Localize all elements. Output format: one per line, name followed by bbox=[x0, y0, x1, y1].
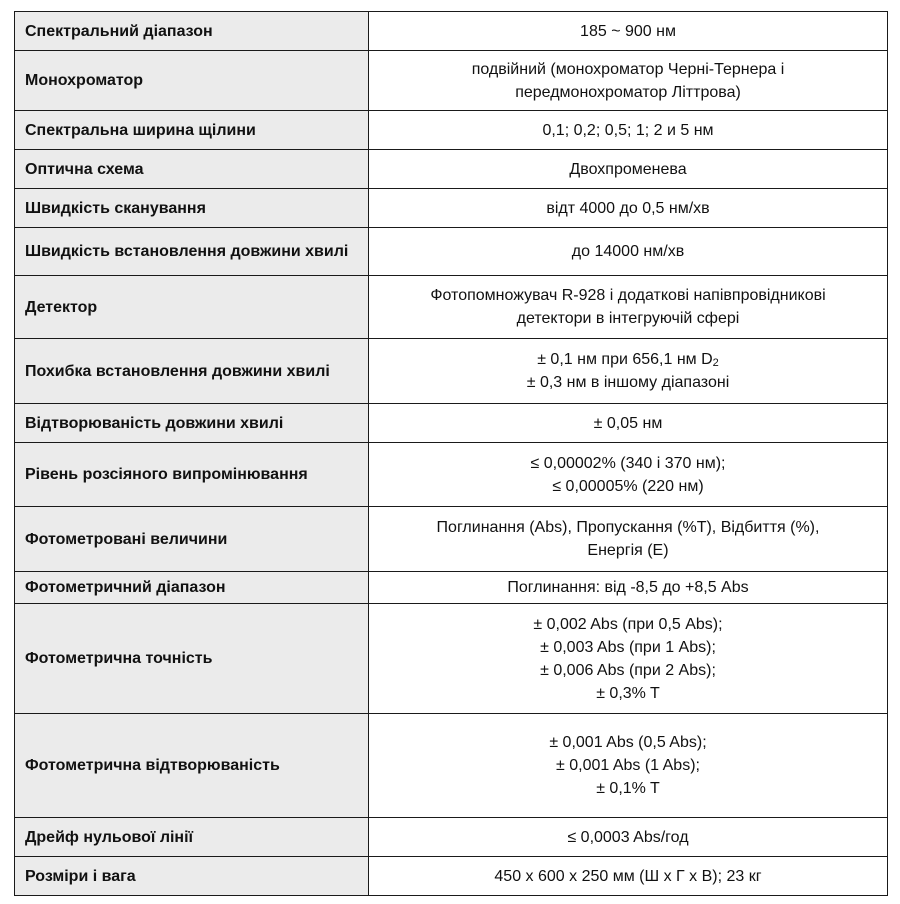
spec-label: Спектральна ширина щілини bbox=[15, 111, 369, 150]
spec-table-body bbox=[15, 12, 888, 896]
spec-value bbox=[369, 339, 888, 404]
spec-value-line: відт 4000 до 0,5 нм/хв bbox=[546, 199, 710, 217]
spec-value-line: ≤ 0,00002% (340 і 370 нм); bbox=[530, 454, 726, 472]
spec-value-line: ± 0,002 Abs (при 0,5 Abs); bbox=[533, 615, 723, 633]
spec-label: Рівень розсіяного випромінювання bbox=[15, 443, 369, 507]
spec-label: Фотометрична відтворюваність bbox=[15, 714, 369, 818]
spec-label: Дрейф нульової лінії bbox=[15, 818, 369, 857]
spec-value-line: передмонохроматор Літтрова) bbox=[515, 83, 741, 101]
spec-label: Швидкість встановлення довжини хвилі bbox=[15, 228, 369, 276]
spec-value bbox=[369, 714, 888, 818]
spec-value bbox=[369, 12, 888, 51]
spec-value-line: до 14000 нм/хв bbox=[571, 243, 685, 260]
spec-value-line: ± 0,001 Abs (0,5 Abs); bbox=[549, 734, 707, 751]
spec-value-line: 450 x 600 x 250 мм (Ш x Г x В); 23 кг bbox=[494, 867, 762, 885]
spec-value-line: детектори в інтегруючій сфері bbox=[516, 310, 740, 327]
spec-row bbox=[15, 443, 888, 507]
spec-value-line: ≤ 0,00005% (220 нм) bbox=[552, 477, 704, 495]
spec-row bbox=[15, 111, 888, 150]
spec-label: Фотометровані величини bbox=[15, 507, 369, 572]
spec-value-line: ± 0,05 нм bbox=[593, 414, 663, 432]
spec-value-line: Енергія (E) bbox=[587, 542, 669, 559]
spec-value-line: Двохпроменева bbox=[569, 160, 687, 178]
spec-value-line: ± 0,1% T bbox=[596, 780, 660, 797]
spec-label: Швидкість сканування bbox=[15, 189, 369, 228]
spec-row bbox=[15, 507, 888, 572]
spec-table bbox=[14, 11, 888, 896]
spec-value bbox=[369, 189, 888, 228]
spec-row bbox=[15, 51, 888, 111]
spec-value bbox=[369, 507, 888, 572]
spec-value-line: Поглинання: від -8,5 до +8,5 Abs bbox=[507, 579, 749, 596]
spec-label: Розміри і вага bbox=[15, 857, 369, 896]
spec-value-line: Поглинання (Abs), Пропускання (%T), Відбиття (%), bbox=[436, 519, 820, 536]
spec-row bbox=[15, 604, 888, 714]
spec-label: Детектор bbox=[15, 276, 369, 339]
spec-row bbox=[15, 857, 888, 896]
spec-row bbox=[15, 12, 888, 51]
spec-value-line: ± 0,003 Abs (при 1 Abs); bbox=[540, 638, 716, 656]
spec-row bbox=[15, 276, 888, 339]
spec-value bbox=[369, 404, 888, 443]
spec-label: Фотометричний діапазон bbox=[15, 572, 369, 604]
spec-label: Спектральний діапазон bbox=[15, 12, 369, 51]
spec-value bbox=[369, 443, 888, 507]
spec-row bbox=[15, 150, 888, 189]
spec-value-line: подвійний (монохроматор Черні-Тернера і bbox=[471, 60, 785, 78]
spec-value-line: ± 0,006 Abs (при 2 Abs); bbox=[540, 661, 716, 679]
spec-value-text: ± 0,1 нм при 656,1 нм D bbox=[537, 351, 713, 368]
subscript: 2 bbox=[712, 357, 719, 369]
spec-value bbox=[369, 51, 888, 111]
spec-value-line: ± 0,001 Abs (1 Abs); bbox=[556, 757, 700, 774]
spec-value bbox=[369, 276, 888, 339]
spec-value-line: ± 0,3% T bbox=[596, 684, 660, 702]
spec-value-line: 185 ~ 900 нм bbox=[580, 22, 676, 40]
spec-row bbox=[15, 714, 888, 818]
spec-value bbox=[369, 818, 888, 857]
spec-row bbox=[15, 572, 888, 604]
spec-value bbox=[369, 604, 888, 714]
spec-row bbox=[15, 339, 888, 404]
spec-label: Похибка встановлення довжини хвилі bbox=[15, 339, 369, 404]
spec-label: Монохроматор bbox=[15, 51, 369, 111]
spec-row bbox=[15, 404, 888, 443]
spec-value-line: Фотопомножувач R-928 і додаткові напівпровідникові bbox=[430, 287, 826, 304]
spec-value bbox=[369, 572, 888, 604]
spec-row bbox=[15, 189, 888, 228]
spec-row bbox=[15, 818, 888, 857]
spec-value bbox=[369, 111, 888, 150]
spec-value-line: ± 0,3 нм в іншому діапазоні bbox=[526, 374, 730, 391]
spec-label: Відтворюваність довжини хвилі bbox=[15, 404, 369, 443]
spec-value bbox=[369, 150, 888, 189]
spec-value bbox=[369, 857, 888, 896]
spec-label: Фотометрична точність bbox=[15, 604, 369, 714]
spec-label: Оптична схема bbox=[15, 150, 369, 189]
spec-row bbox=[15, 228, 888, 276]
spec-value bbox=[369, 228, 888, 276]
spec-value-line: 0,1; 0,2; 0,5; 1; 2 и 5 нм bbox=[542, 121, 714, 139]
spec-value-line: ≤ 0,0003 Abs/год bbox=[567, 828, 689, 846]
spec-value-line bbox=[375, 348, 881, 371]
